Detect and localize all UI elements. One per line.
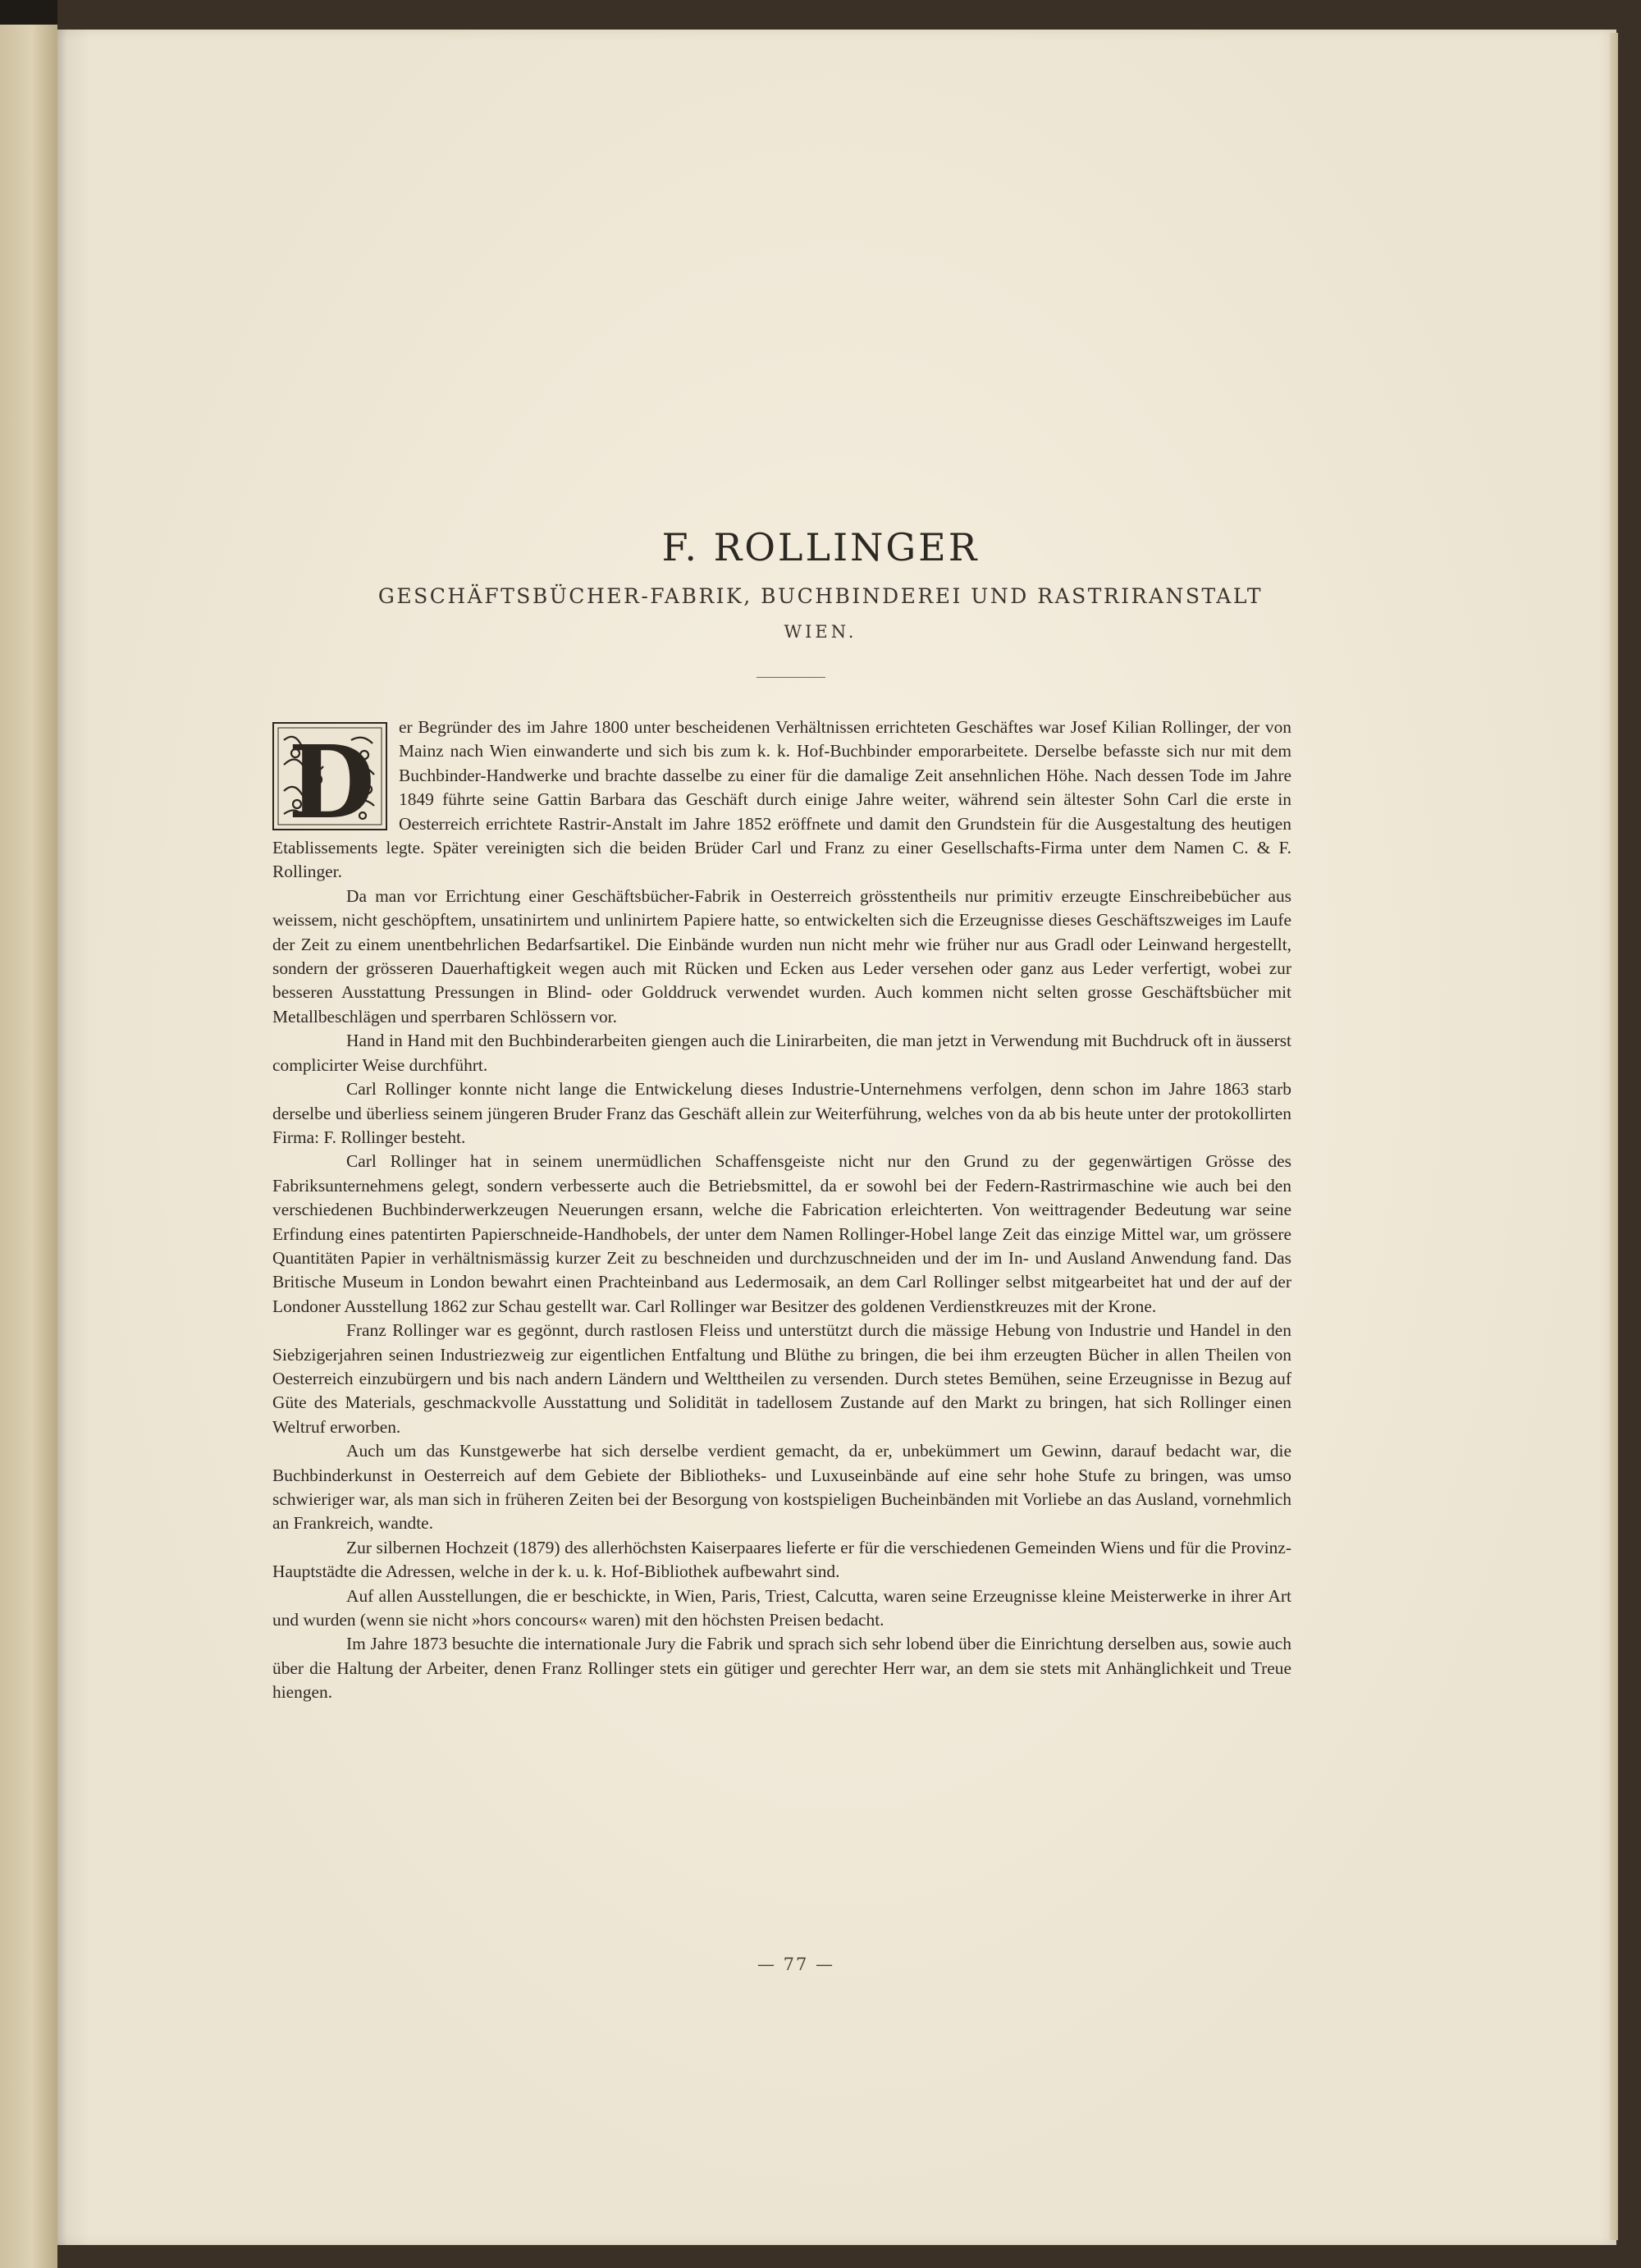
dropcap-letter: D	[288, 723, 375, 830]
page-subtitle: GESCHÄFTSBÜCHER-FABRIK, BUCHBINDEREI UND RASTRIRANSTALT	[377, 584, 1264, 608]
title-divider	[757, 677, 825, 678]
page-number: — 77 —	[757, 1955, 835, 1974]
paragraph: Da man vor Errichtung einer Geschäftsbücher-Fabrik in Oesterreich grösstentheils nur primitiv erzeugte Einschreibebücher aus weissem, nicht geschöpftem, unsatinirtem und unlinirtem Papiere hatte, so entwickelten sich die Erzeugnisse dieses Geschäftszweiges im Laufe der Zeit zu einem unentbehrlichen Bedarfsartikel. Die Einbände wurden nun nicht mehr wie früher nur aus Gradl oder Leinwand hergestellt, sondern der grösseren Dauerhaftigkeit wegen auch mit Rücken und Ecken aus Leder versehen oder ganz aus Leder verfertigt, wobei zur besseren Ausstattung Pressungen in Blind- oder Golddruck verwendet wurden. Auch kommen nicht selten grosse Geschäftsbücher mit Metallbeschlägen und sperrbaren Schlössern vor.	[272, 885, 1291, 1027]
article-body	[272, 716, 1291, 1705]
ornamental-initial	[272, 722, 387, 830]
paragraph: Carl Rollinger hat in seinem unermüdlichen Schaffensgeiste nicht nur den Grund zu der gegenwärtigen Grösse des Fabriksunternehmens gelegt, sondern verbesserte auch die Betriebsmittel, da er sowohl bei der Federn-Rastrirmaschine wie auch bei den verschiedenen Buchbinderwerkzeugen Neuerungen ersann, welche die Fabrication erleichterten. Von weittragender Bedeutung war seine Erfindung eines patentirten Papierschneide-Handhobels, der unter dem Namen Rollinger-Hobel lange Zeit das einzige Mittel war, um grössere Quantitäten Papier in verhältnismässig kurzer Zeit zu beschneiden und durchzuschneiden und der im In- und Ausland Anwendung fand. Das Britische Museum in London bewahrt einen Prachteinband aus Ledermosaik, an dem Carl Rollinger selbst mitgearbeitet hat und der auf der Londoner Ausstellung 1862 zur Schau gestellt war. Carl Rollinger war Besitzer des goldenen Verdienstkreuzes mit der Krone.	[272, 1151, 1291, 1316]
page-fore-edge	[1610, 33, 1618, 2240]
paragraph	[272, 716, 1291, 885]
paragraph: Carl Rollinger konnte nicht lange die Entwickelung dieses Industrie-Unternehmens verfolgen, denn schon im Jahre 1863 starb derselbe und überliess seinem jüngeren Bruder Franz das Geschäft allein zur Weiterführung, welches von da ab bis heute unter der protokollirten Firma: F. Rollinger besteht.	[272, 1079, 1291, 1147]
paragraph: Zur silbernen Hochzeit (1879) des allerhöchsten Kaiserpaares lieferte er für die verschiedenen Gemeinden Wiens und für die Provinz-Hauptstädte die Adressen, welche in der k. u. k. Hof-Bibliothek aufbewahrt sind.	[272, 1537, 1291, 1582]
dropcap-ornament-icon	[272, 722, 387, 830]
paragraph: Hand in Hand mit den Buchbinderarbeiten giengen auch die Linirarbeiten, die man jetzt in Verwendung mit Buchdruck oft in äusserst complicirter Weise durchführt.	[272, 1031, 1291, 1075]
page-title: F. ROLLINGER	[661, 525, 980, 569]
paragraph-text: er Begründer des im Jahre 1800 unter bescheidenen Verhältnissen errichteten Geschäftes war Josef Kilian Rollinger, der von Mainz nach Wien einwanderte und sich bis zum k. k. Hof-Buchbinder emporarbeitete. Derselbe befasste sich nur mit dem Buchbinder-Handwerke und brachte dasselbe zu einer für die damalige Zeit ansehnlichen Höhe. Nach dessen Tode im Jahre 1849 führte seine Gattin Barbara das Geschäft durch einige Jahre weiter, während sein ältester Sohn Carl die erste in Oesterreich errichtete Rastrir-Anstalt im Jahre 1852 eröffnete und damit den Grundstein für die Ausgestaltung des heutigen Etablissements legte. Später vereinigten sich die beiden Brüder Carl und Franz zu einer Gesellschafts-Firma unter dem Namen C. & F. Rollinger.	[272, 717, 1291, 882]
page-city: WIEN.	[784, 622, 857, 642]
binding-strip	[0, 0, 57, 25]
paragraph: Franz Rollinger war es gegönnt, durch rastlosen Fleiss und unterstützt durch die mässige Hebung von Industrie und Handel in den Siebzigerjahren seinen Industriezweig zur eigentlichen Entfaltung und Blüthe zu bringen, die bei ihm erzeugten Bücher in allen Theilen von Oesterreich einzubürgern und bis nach andern Ländern und Welttheilen zu versenden. Durch stetes Bemühen, seine Erzeugnisse in Bezug auf Güte des Materials, geschmackvolle Ausstattung und Solidität in tadellosem Zustande auf den Markt zu bringen, hat sich Rollinger einen Weltruf erworben.	[272, 1320, 1291, 1437]
paragraph: Auf allen Ausstellungen, die er beschickte, in Wien, Paris, Triest, Calcutta, waren seine Erzeugnisse kleine Meisterwerke in ihrer Art und wurden (wenn sie nicht »hors concours« waren) mit den höchsten Preisen bedacht.	[272, 1585, 1291, 1630]
previous-page-edge	[0, 0, 57, 2268]
paragraph: Auch um das Kunstgewerbe hat sich derselbe verdient gemacht, da er, unbekümmert um Gewinn, darauf bedacht war, die Buchbinderkunst in Oesterreich auf dem Gebiete der Bibliotheks- und Luxuseinbände auf eine sehr hohe Stufe zu bringen, was umso schwieriger war, als man sich in früheren Zeiten bei der Besorgung von kostspieligen Bucheinbänden mit Vorliebe an das Ausland, vornehmlich an Frankreich, wandte.	[272, 1441, 1291, 1534]
paragraph: Im Jahre 1873 besuchte die internationale Jury die Fabrik und sprach sich sehr lobend über die Einrichtung derselben aus, sowie auch über die Haltung der Arbeiter, denen Franz Rollinger stets ein gütiger und gerechter Herr war, an dem sie stets mit Anhänglichkeit und Treue hiengen.	[272, 1634, 1291, 1703]
